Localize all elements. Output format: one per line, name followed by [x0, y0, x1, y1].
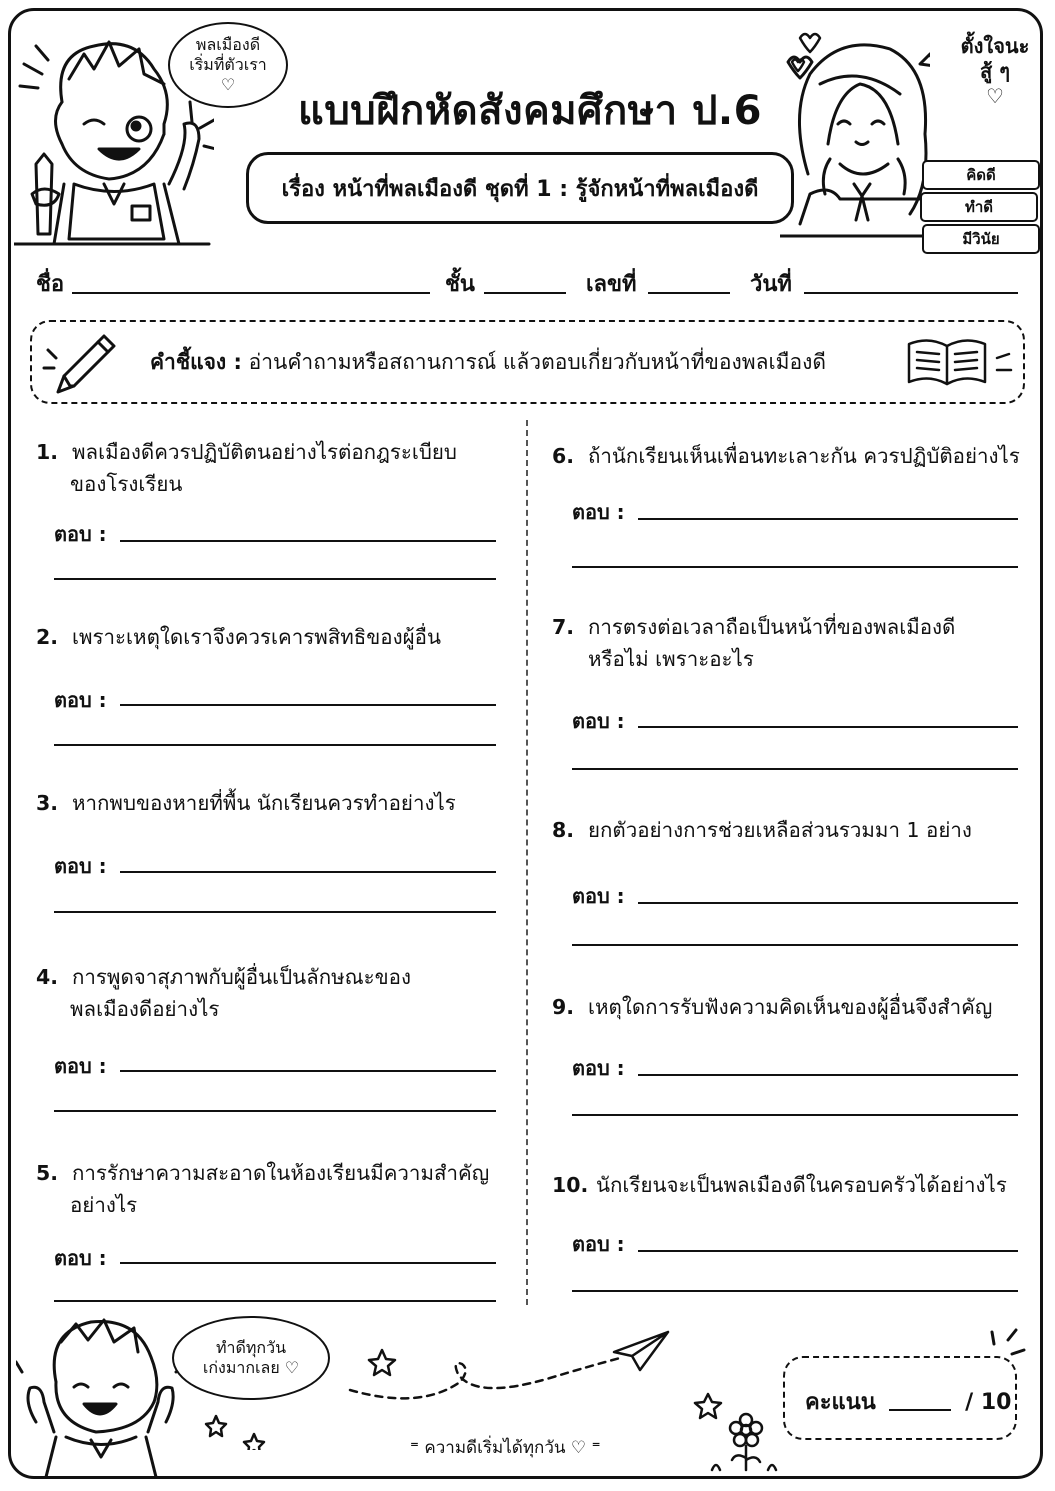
answer-label: ตอบ : [54, 1246, 107, 1270]
answer-label: ตอบ : [54, 688, 107, 712]
encouragement-line: สู้ ๆ [980, 59, 1010, 83]
question-number: 4. [36, 965, 59, 989]
open-book-icon [905, 330, 1017, 390]
boy-speech-bubble [168, 22, 288, 108]
number-field[interactable] [648, 292, 730, 294]
question-8 [552, 815, 1037, 847]
answer-line[interactable] [572, 1290, 1018, 1292]
footer-motto: ความดีเริ่มได้ทุกวัน ♡ [424, 1438, 587, 1458]
number-label: เลขที่ [586, 272, 637, 297]
worksheet-title: แบบฝึกหัดสังคมศึกษา ป.6 [298, 88, 762, 134]
date-label: วันที่ [750, 272, 792, 297]
bubble-line: เริ่มที่ตัวเรา [189, 55, 267, 74]
answer-label: ตอบ : [572, 1056, 625, 1080]
question-number: 8. [552, 818, 575, 842]
instructions-label: คำชี้แจง : [150, 350, 242, 374]
date-field[interactable] [804, 292, 1018, 294]
instructions-text: อ่านคำถามหรือสถานการณ์ แล้วตอบเกี่ยวกับหน้าที่ของพลเมืองดี [248, 350, 827, 374]
book-label: ทำดี [920, 192, 1038, 222]
book-stack [920, 160, 1042, 256]
name-field[interactable] [72, 292, 430, 294]
answer-line[interactable] [120, 1262, 496, 1264]
heart-icon: ♡ [986, 84, 1004, 108]
answer-label: ตอบ : [572, 884, 625, 908]
question-1 [36, 437, 506, 501]
question-9 [552, 992, 1037, 1024]
answer-label: ตอบ : [54, 854, 107, 878]
question-number: 9. [552, 995, 575, 1019]
score-total: / 10 [965, 1390, 1012, 1415]
boy-cheering-illustration [16, 1312, 186, 1480]
sparkle-right: ⁼ [591, 1438, 601, 1458]
question-6 [552, 441, 1037, 473]
answer-line[interactable] [572, 944, 1018, 946]
star-icon [695, 1394, 721, 1418]
question-7 [552, 612, 1037, 676]
star-icon [369, 1350, 395, 1375]
bubble-line: พลเมืองดี [195, 35, 261, 54]
answer-line[interactable] [120, 540, 496, 542]
question-2 [36, 622, 506, 654]
answer-line[interactable] [54, 578, 496, 580]
answer-line[interactable] [120, 1070, 496, 1072]
question-text: หรือไม่ เพราะอะไร [588, 646, 754, 671]
question-text: นักเรียนจะเป็นพลเมืองดีในครอบครัวได้อย่างไร [596, 1173, 1007, 1197]
question-number: 3. [36, 791, 59, 815]
sparkle-left: ⁼ [410, 1438, 419, 1458]
star-icon [244, 1434, 264, 1450]
footer-motto-container [410, 1434, 601, 1461]
girl-encouragement [950, 34, 1040, 109]
answer-line[interactable] [638, 902, 1018, 904]
answer-line[interactable] [638, 726, 1018, 728]
score-field[interactable] [889, 1409, 951, 1411]
paper-plane-icon [614, 1332, 668, 1370]
answer-line[interactable] [54, 744, 496, 746]
answer-line[interactable] [638, 518, 1018, 520]
question-text: การรักษาความสะอาดในห้องเรียนมีความสำคัญ [72, 1161, 490, 1185]
question-text: อย่างไร [70, 1192, 138, 1217]
answer-label: ตอบ : [572, 1232, 625, 1256]
answer-line[interactable] [638, 1250, 1018, 1252]
column-divider [526, 420, 528, 1305]
name-label: ชื่อ [36, 272, 65, 297]
answer-label: ตอบ : [572, 709, 625, 733]
answer-label: ตอบ : [572, 500, 625, 524]
encouragement-line: ตั้งใจนะ [960, 34, 1030, 58]
question-text: ถ้านักเรียนเห็นเพื่อนทะเลาะกัน ควรปฏิบัติอย่างไร [588, 444, 1020, 468]
bubble-line: ทำดีทุกวัน [215, 1338, 287, 1357]
answer-line[interactable] [572, 566, 1018, 568]
answer-label: ตอบ : [54, 522, 107, 546]
question-text: การพูดจาสุภาพกับผู้อื่นเป็นลักษณะของ [72, 965, 411, 989]
question-3 [36, 788, 506, 820]
question-number: 1. [36, 440, 59, 464]
bubble-line: เก่งมากเลย ♡ [202, 1358, 300, 1377]
answer-line[interactable] [54, 1300, 496, 1302]
answer-line[interactable] [638, 1074, 1018, 1076]
question-text: เพราะเหตุใดเราจึงควรเคารพสิทธิของผู้อื่น [72, 625, 441, 649]
question-number: 10. [552, 1173, 589, 1197]
answer-label: ตอบ : [54, 1054, 107, 1078]
answer-line[interactable] [572, 768, 1018, 770]
question-text: เหตุใดการรับฟังความคิดเห็นของผู้อื่นจึงสำคัญ [588, 995, 993, 1019]
question-text: การตรงต่อเวลาถือเป็นหน้าที่ของพลเมืองดี [588, 615, 956, 639]
question-text: ยกตัวอย่างการช่วยเหลือส่วนรวมมา 1 อย่าง [588, 818, 972, 842]
score-label: คะแนน [805, 1390, 876, 1415]
footer-flower-decoration [690, 1324, 790, 1472]
book-label: มีวินัย [922, 224, 1040, 254]
class-field[interactable] [484, 292, 566, 294]
answer-line[interactable] [572, 1114, 1018, 1116]
question-4 [36, 962, 506, 1026]
footer-decorations [200, 1330, 690, 1450]
class-label: ชั้น [445, 272, 475, 297]
question-number: 5. [36, 1161, 59, 1185]
star-icon [206, 1416, 226, 1436]
instructions [150, 346, 826, 379]
question-text: พลเมืองดีควรปฏิบัติตนอย่างไรต่อกฎระเบียบ [72, 440, 457, 464]
book-label: คิดดี [922, 160, 1040, 190]
heart-icon: ♡ [220, 75, 236, 94]
question-text: พลเมืองดีอย่างไร [70, 996, 220, 1021]
question-text: หากพบของหายที่พื้น นักเรียนควรทำอย่างไร [72, 791, 456, 815]
heart-decoration [790, 28, 830, 78]
question-number: 6. [552, 444, 575, 468]
answer-line[interactable] [120, 704, 496, 706]
question-10 [552, 1170, 1037, 1202]
question-5 [36, 1158, 506, 1222]
score [805, 1384, 1011, 1419]
sparkle-decoration [986, 1326, 1030, 1362]
answer-line[interactable] [54, 911, 496, 913]
answer-line[interactable] [54, 1110, 496, 1112]
worksheet-topic: เรื่อง หน้าที่พลเมืองดี ชุดที่ 1 : รู้จักหน้าที่พลเมืองดี [246, 152, 794, 224]
pencil-icon [42, 328, 132, 394]
question-text: ของโรงเรียน [70, 471, 183, 496]
question-number: 2. [36, 625, 59, 649]
question-number: 7. [552, 615, 575, 639]
answer-line[interactable] [120, 871, 496, 873]
